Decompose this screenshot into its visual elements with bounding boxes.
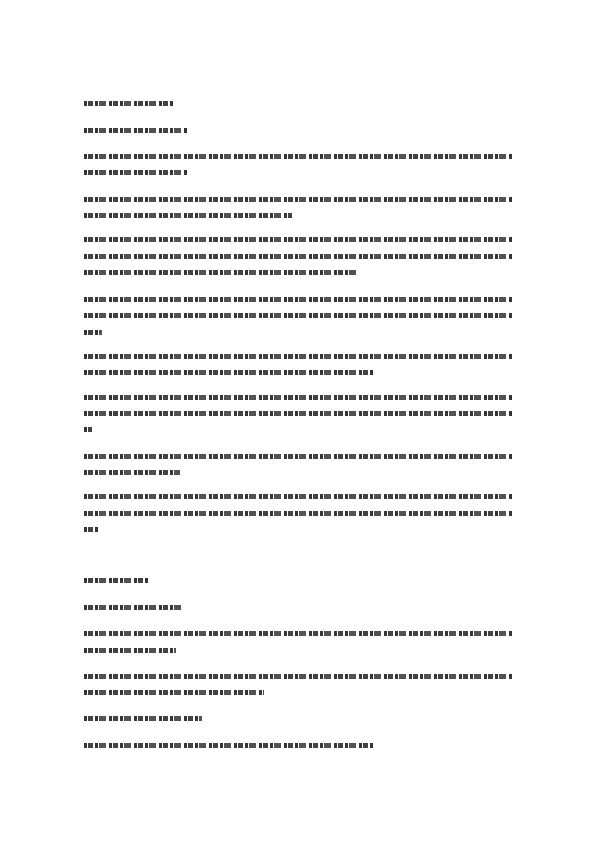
paragraph-2-line-2 xyxy=(84,213,292,218)
paragraph-3-line-1 xyxy=(84,237,512,242)
paragraph-4-line-2 xyxy=(84,313,512,318)
section-2-paragraph-1-line-2 xyxy=(84,648,176,653)
paragraph-8-line-2 xyxy=(84,511,512,516)
section-2-subheading-2 xyxy=(84,716,202,721)
paragraph-8-line-1 xyxy=(84,494,512,499)
paragraph-7-line-1 xyxy=(84,454,512,459)
section-2-subheading-1 xyxy=(84,605,182,610)
paragraph-4-line-1 xyxy=(84,297,512,302)
section-1-heading xyxy=(84,101,174,106)
section-2-paragraph-2-line-2 xyxy=(84,690,264,695)
section-1-subheading xyxy=(84,128,188,133)
paragraph-6-line-3 xyxy=(84,427,92,432)
paragraph-5-line-2 xyxy=(84,370,374,375)
section-2-paragraph-3-line-1 xyxy=(84,743,374,748)
paragraph-8-line-3 xyxy=(84,527,98,532)
paragraph-3-line-3 xyxy=(84,270,356,275)
paragraph-2-line-1 xyxy=(84,197,512,202)
paragraph-1-line-1 xyxy=(84,154,512,159)
paragraph-7-line-2 xyxy=(84,470,180,475)
section-2-paragraph-2-line-1 xyxy=(84,674,512,679)
paragraph-6-line-1 xyxy=(84,395,512,400)
section-2-heading xyxy=(84,578,148,583)
paragraph-1-line-2 xyxy=(84,170,187,175)
paragraph-6-line-2 xyxy=(84,411,512,416)
paragraph-4-line-3 xyxy=(84,330,102,335)
section-2-paragraph-1-line-1 xyxy=(84,631,512,636)
paragraph-5-line-1 xyxy=(84,354,512,359)
paragraph-3-line-2 xyxy=(84,254,512,259)
